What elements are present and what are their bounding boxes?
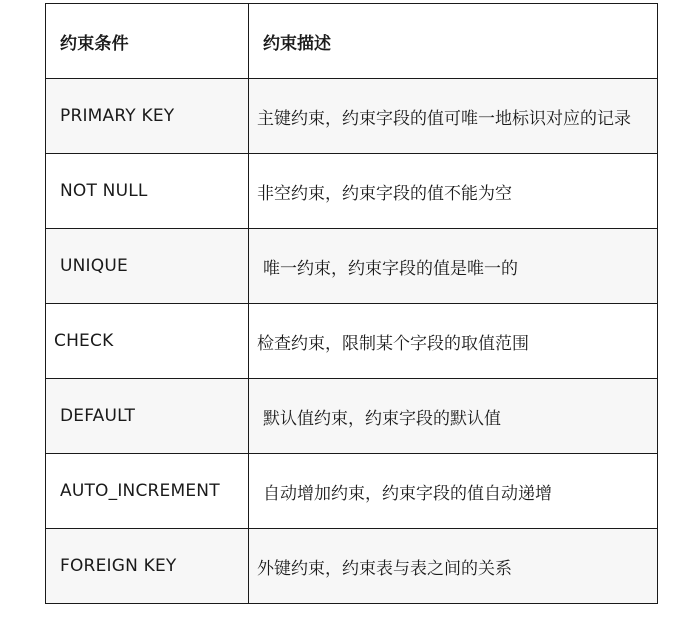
constraint-description: 唯一约束，约束字段的值是唯一的 xyxy=(249,229,658,304)
constraint-description: 外键约束，约束表与表之间的关系 xyxy=(249,529,658,604)
constraint-name: CHECK xyxy=(46,304,249,379)
constraint-name: FOREIGN KEY xyxy=(46,529,249,604)
constraint-description: 检查约束，限制某个字段的取值范围 xyxy=(249,304,658,379)
constraint-description: 默认值约束，约束字段的默认值 xyxy=(249,379,658,454)
constraint-description: 主键约束，约束字段的值可唯一地标识对应的记录 xyxy=(249,79,658,154)
table-row xyxy=(46,454,658,529)
constraint-name: NOT NULL xyxy=(46,154,249,229)
constraint-name: DEFAULT xyxy=(46,379,249,454)
table-row xyxy=(46,229,658,304)
constraint-name: UNIQUE xyxy=(46,229,249,304)
constraints-table xyxy=(45,3,658,604)
constraint-name: AUTO_INCREMENT xyxy=(46,454,249,529)
constraint-description: 非空约束，约束字段的值不能为空 xyxy=(249,154,658,229)
table-row xyxy=(46,379,658,454)
constraints-table-container xyxy=(45,3,657,608)
constraint-name: PRIMARY KEY xyxy=(46,79,249,154)
table-row xyxy=(46,304,658,379)
table-header-row xyxy=(46,4,658,79)
constraint-description: 自动增加约束，约束字段的值自动递增 xyxy=(249,454,658,529)
table-row xyxy=(46,79,658,154)
table-row xyxy=(46,529,658,604)
table-row xyxy=(46,154,658,229)
header-constraint: 约束条件 xyxy=(46,4,249,79)
header-description: 约束描述 xyxy=(249,4,658,79)
